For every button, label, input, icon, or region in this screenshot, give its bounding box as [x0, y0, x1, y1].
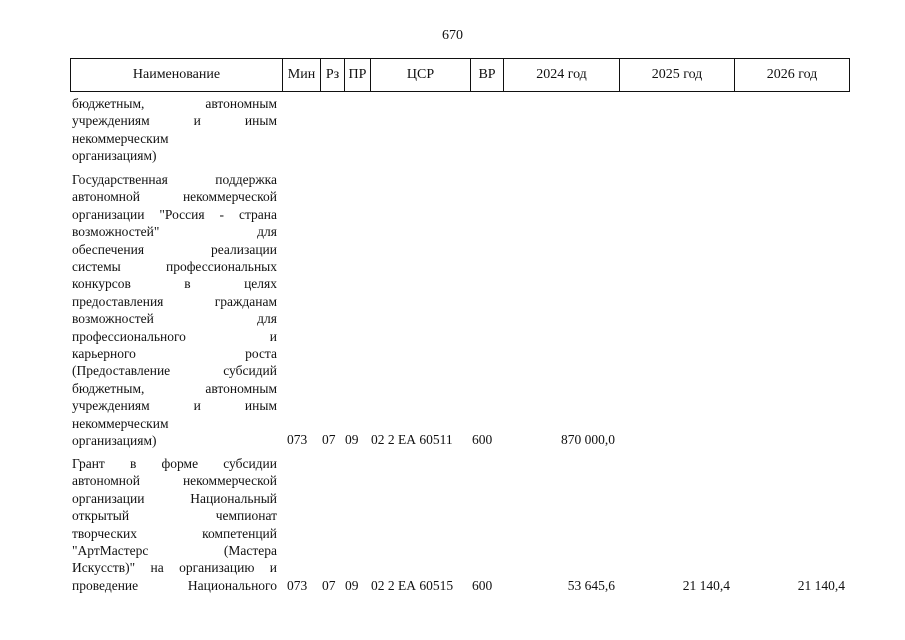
page-number: 670	[442, 28, 463, 43]
col-header-rz: Рз	[321, 59, 345, 92]
row-name	[72, 95, 277, 165]
row-2025: 21 140,4	[682, 578, 730, 593]
row-vr: 600	[472, 578, 493, 593]
col-header-min: Мин	[283, 59, 321, 92]
row-name-line: организациям)	[72, 148, 157, 164]
row-csr: 02 2 ЕА 60515	[371, 578, 454, 593]
row-name-line: возможностей" для	[72, 224, 277, 240]
col-header-2026: 2026 год	[735, 59, 850, 92]
row-name-line: бюджетным, автономным	[72, 96, 277, 111]
row-name-line: учреждениям и иным	[72, 398, 277, 414]
row-min: 073	[287, 432, 308, 447]
row-name-line: организации "Россия - страна	[72, 206, 277, 222]
row-name-line: Грант в форме субсидии	[72, 456, 277, 471]
row-name-line: творческих компетенций	[72, 525, 277, 541]
row-name-line: проведение Национального	[72, 577, 277, 593]
row-name-line: профессионального и	[72, 328, 277, 344]
row-name-line: Государственная поддержка	[72, 172, 277, 187]
col-header-2025: 2025 год	[620, 59, 735, 92]
row-name-line: бюджетным, автономным	[72, 380, 277, 396]
col-header-csr: ЦСР	[371, 59, 471, 92]
col-header-pr: ПР	[345, 59, 371, 92]
row-name-line: карьерного роста	[72, 346, 277, 362]
row-name-line: открытый чемпионат	[72, 508, 277, 524]
row-name-line: обеспечения реализации	[72, 241, 277, 257]
row-name-line: организации Национальный	[72, 490, 277, 506]
row-pr: 09	[345, 432, 359, 447]
row-2026: 21 140,4	[797, 578, 845, 593]
col-header-2024: 2024 год	[504, 59, 620, 92]
row-name-line: некоммерческим	[72, 130, 169, 146]
row-2024: 870 000,0	[561, 432, 615, 447]
row-name-line: системы профессиональных	[72, 259, 277, 275]
row-rz: 07	[322, 432, 336, 447]
col-header-name: Наименование	[71, 59, 283, 92]
col-header-vr: ВР	[471, 59, 504, 92]
row-name-line: автономной некоммерческой	[72, 189, 277, 205]
row-csr: 02 2 ЕА 60511	[371, 432, 453, 447]
row-name-line: конкурсов в целях	[72, 276, 277, 292]
row-name	[72, 455, 277, 594]
row-2024: 53 645,6	[567, 578, 615, 593]
row-name-line: учреждениям и иным	[72, 113, 277, 129]
row-name-line: "АртМастерс (Мастера	[72, 543, 277, 559]
row-name-line: возможностей для	[72, 311, 277, 327]
row-name-line: (Предоставление субсидий	[72, 363, 277, 379]
row-rz: 07	[322, 578, 336, 593]
row-name	[72, 171, 277, 450]
row-name-line: организациям)	[72, 433, 157, 449]
row-name-line: некоммерческим	[72, 415, 169, 431]
row-name-line: Искусств)" на организацию и	[72, 560, 277, 576]
row-vr: 600	[472, 432, 493, 447]
table-header	[70, 58, 850, 92]
row-pr: 09	[345, 578, 359, 593]
row-min: 073	[287, 578, 308, 593]
row-name-line: предоставления гражданам	[72, 293, 277, 309]
row-name-line: автономной некоммерческой	[72, 473, 277, 489]
